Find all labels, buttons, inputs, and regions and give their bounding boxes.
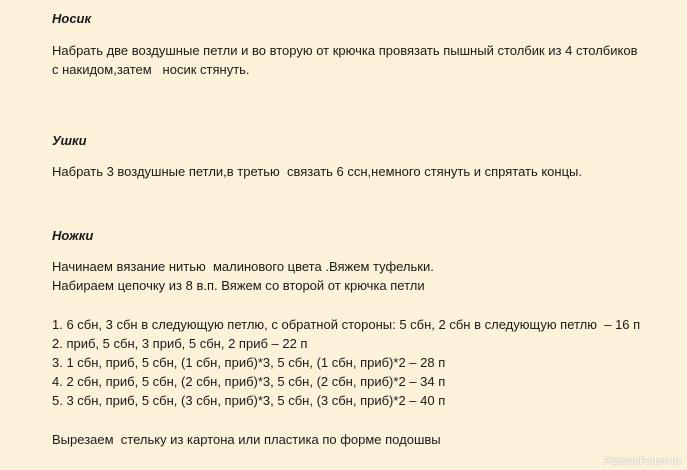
legs-closing [52,430,441,449]
legs-intro-line-2: Набираем цепочку из 8 в.п. Вяжем со второй от крючка петли [52,278,425,293]
legs-row-5: 5. 3 сбн, приб, 5 сбн, (3 сбн, приб)*3, 5 сбн, (3 сбн, приб)*2 – 40 п [52,393,446,408]
legs-intro [52,257,434,295]
legs-closing-line: Вырезаем стельку из картона или пластика по форме подошвы [52,432,441,447]
section-heading-ears: Ушки [52,133,87,148]
legs-row-3: 3. 1 сбн, приб, 5 сбн, (1 сбн, приб)*3, 5 сбн, (1 сбн, приб)*2 – 28 п [52,355,446,370]
legs-row-2: 2. приб, 5 сбн, 3 приб, 5 сбн, 2 приб – 22 п [52,336,308,351]
nose-instructions [52,41,637,79]
ears-instructions [52,162,582,181]
legs-intro-line-1: Начинаем вязание нитью малинового цвета .Вяжем туфельки. [52,259,434,274]
nose-line-1: Набрать две воздушные петли и во вторую от крючка провязать пышный столбик из 4 столбиков [52,43,638,58]
ears-line-1: Набрать 3 воздушные петли,в третью связать 6 ссн,немного стянуть и спрятать концы. [52,164,582,179]
section-heading-nose: Носик [52,11,92,26]
watermark: PassionForum.ru [603,456,680,467]
nose-line-2: с накидом,затем носик стянуть. [52,62,250,77]
legs-rows [52,315,640,410]
legs-row-1: 1. 6 сбн, 3 сбн в следующую петлю, с обратной стороны: 5 сбн, 2 сбн в следующую петлю – 16 п [52,317,641,332]
legs-row-4: 4. 2 сбн, приб, 5 сбн, (2 сбн, приб)*3, 5 сбн, (2 сбн, приб)*2 – 34 п [52,374,446,389]
section-heading-legs: Ножки [52,228,94,243]
